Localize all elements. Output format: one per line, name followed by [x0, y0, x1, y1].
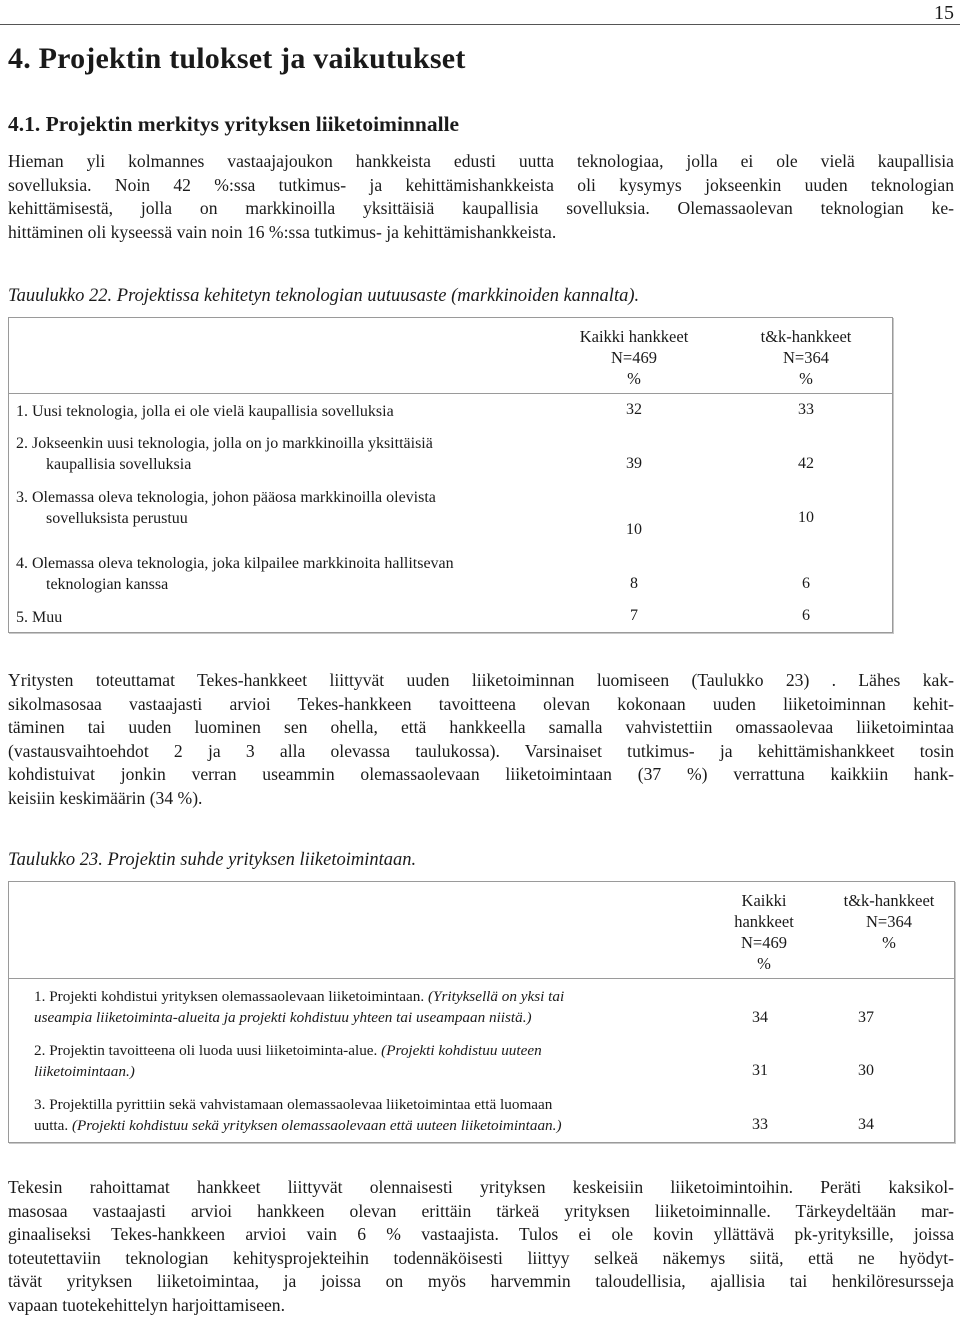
table22-value-tk: 10	[798, 509, 814, 526]
table22-header-rule	[9, 393, 892, 394]
paragraph-line: kohdistuivat jonkin verran useammin olemassaolevaan liiketoimintaan (37 %) verrattuna kaikkiin hank-	[8, 764, 954, 785]
table-row: 2. Projektin tavoitteena oli luoda uusi liiketoiminta-alue. (Projekti kohdistuu uuteen liiketoimintaan.)	[34, 1042, 542, 1080]
table22-value-all: 10	[626, 521, 642, 538]
table23-caption: Taulukko 23. Projektin suhde yrityksen liiketoimintaan.	[8, 850, 417, 870]
paragraph-business	[8, 669, 954, 811]
paragraph-line: vapaan tuotekehittelyn harjoittamiseen.	[8, 1294, 286, 1315]
paragraph-line: (vastausvaihtoehdot 2 ja 3 alla olevassa taulukossa). Varsinaiset tutkimus- ja kehittämishankkeet tosin	[8, 740, 954, 761]
table22-header-all: Kaikki hankkeet N=469 %	[579, 327, 689, 388]
table22-value-all: 39	[626, 455, 642, 472]
paragraph-intro	[8, 150, 954, 244]
table22-value-tk: 42	[798, 455, 814, 472]
table-row: 3. Olemassa oleva teknologia, johon pääosa markkinoilla olevista sovelluksista perustuu	[16, 489, 436, 527]
table-row: 5. Muu	[16, 609, 63, 626]
table23-header-rule	[9, 978, 954, 979]
table22-value-all: 8	[630, 575, 638, 592]
paragraph-line: täminen tai uuden luominen sen ohella, että hankkeella samalla vahvistettiin omassaolevaa liiketoimintaa	[8, 717, 954, 738]
table23-value-tk: 30	[858, 1062, 874, 1079]
paragraph-line: Tekesin rahoittamat hankkeet liittyvät olennaisesti yrityksen keskeisiin liiketoimintoihin. Peräti kaksikol-	[8, 1177, 954, 1197]
paragraph-line: Hieman yli kolmannes vastaajajoukon hankkeista edusti uutta teknologiaa, jolla ei ole vielä kaupallisia	[8, 151, 954, 171]
paragraph-line: sovelluksia. Noin 42 %:ssa tutkimus- ja kehittämishankkeista oli kysymys jokseenkin uuden teknologian	[8, 174, 954, 195]
table23-header-tk: t&k-hankkeet N=364 %	[843, 891, 935, 952]
table23-value-all: 31	[752, 1062, 768, 1079]
paragraph-line: masosaa vastaajasti arvioi hankkeen olevan erittäin tärkeä yrityksen liiketoiminnalle. Tärkeydeltään mar-	[8, 1200, 954, 1221]
table-row: 2. Jokseenkin uusi teknologia, jolla on jo markkinoilla yksittäisiä kaupallisia sovelluksia	[16, 435, 433, 473]
table-row: 4. Olemassa oleva teknologia, joka kilpailee markkinoita hallitsevan teknologian kanssa	[16, 555, 454, 593]
table22-value-tk: 6	[802, 575, 810, 592]
paragraph-line: hittäminen oli kyseessä vain noin 16 %:ssa tutkimus- ja kehittämishankkeista.	[8, 221, 557, 242]
table-row: 1. Uusi teknologia, jolla ei ole vielä kaupallisia sovelluksia	[16, 403, 394, 420]
table23-value-all: 33	[752, 1116, 768, 1133]
paragraph-importance	[8, 1176, 954, 1318]
header-rule	[0, 24, 960, 25]
table22-header-tk: t&k-hankkeet N=364 %	[760, 327, 852, 388]
table23-value-tk: 37	[858, 1009, 874, 1026]
paragraph-line: toteutettaviin teknologian kehitysprojekteihin todennäköisesti liittyy selkeä näkemys siitä, että ne hyödyt-	[8, 1247, 954, 1268]
table-row: 1. Projekti kohdistui yrityksen olemassaolevaan liiketoimintaan. (Yrityksellä on yksi tai useampia liiketoiminta-alueita ja projekti kohdistuu yhteen tai useampaan niistä.)	[34, 988, 565, 1026]
paragraph-line: keisiin keskimäärin (34 %).	[8, 787, 203, 808]
paragraph-line: kehittämisestä, jolla on markkinoilla yksittäisiä kaupallisia sovelluksia. Olemassaolevan teknologian ke-	[8, 198, 954, 219]
paragraph-line: Yritysten toteuttamat Tekes-hankkeet liittyvät uuden liiketoiminnan luomiseen (Taulukko 23) . Lähes kak-	[8, 670, 954, 690]
table22-value-tk: 33	[798, 401, 814, 418]
table23-value-tk: 34	[858, 1116, 874, 1133]
table22-caption: Tauulukko 22. Projektissa kehitetyn teknologian uutuusaste (markkinoiden kannalta).	[8, 286, 640, 306]
paragraph-line: sikolmasosaa vastaajasti arvioi Tekes-hankkeen tavoitteena olevan kokonaan uuden liiketoiminnan kehit-	[8, 693, 954, 714]
table22-value-all: 7	[630, 607, 638, 624]
paragraph-line: ginaaliseksi Tekes-hankkeen arvioi vain 6 % vastaajista. Tulos ei ole kovin yllättävä pk-yrityksille, joissa	[8, 1224, 954, 1245]
paragraph-line: tävät yrityksen liiketoimintaa, ja joissa on myös harvemmin taloudellisia, ajallisia tai henkilöresursseja	[8, 1271, 954, 1292]
table22-value-all: 32	[626, 401, 642, 418]
table-row: 3. Projektilla pyrittiin sekä vahvistamaan olemassaolevaa liiketoimintaa että luomaan uutta. (Projekti kohdistuu sekä yrityksen olemassaolevaan että uuteen liiketoimintaan.)	[34, 1096, 562, 1134]
page-number: 15	[934, 2, 954, 24]
chapter-title: 4. Projektin tulokset ja vaikutukset	[8, 42, 466, 75]
section-title: 4.1. Projektin merkitys yrityksen liiketoiminnalle	[8, 112, 460, 136]
table23-header-all: Kaikki hankkeet N=469 %	[734, 891, 794, 973]
table23-value-all: 34	[752, 1009, 768, 1026]
table22-value-tk: 6	[802, 607, 810, 624]
